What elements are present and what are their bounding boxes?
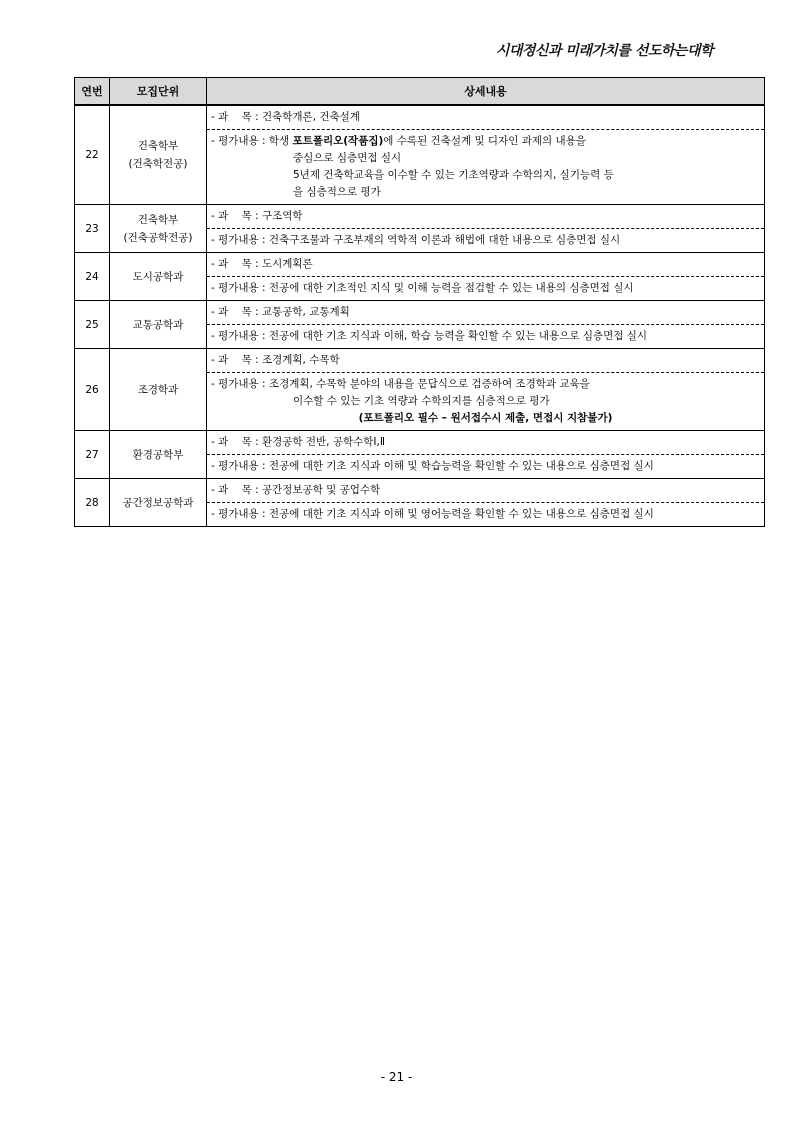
unit-line: 건축학부 <box>137 140 179 152</box>
subject-text: 구조역학 <box>261 210 303 222</box>
eval-line <box>211 280 760 297</box>
subject-text: 건축학개론, 건축설계 <box>261 111 360 123</box>
eval-line <box>211 328 760 345</box>
subject-text: 환경공학 전반, 공학수학Ⅰ,Ⅱ <box>261 436 386 448</box>
subject-text: 도시계획론 <box>261 258 313 270</box>
detail-cell <box>207 301 765 349</box>
row-number: 28 <box>75 479 110 527</box>
eval-text: 전공에 대한 기초적인 지식 및 이해 능력을 점검할 수 있는 내용의 심층면접 실시 <box>268 282 634 294</box>
subject-label: - 과 목 : <box>211 210 262 222</box>
admission-detail-table <box>74 77 765 527</box>
row-number: 23 <box>75 205 110 253</box>
eval-text: 을 심층적으로 평가 <box>293 186 381 198</box>
eval-label: - 평가내용 : <box>211 135 269 147</box>
header-unit: 모집단위 <box>110 78 207 106</box>
eval-text: 중심으로 심층면접 실시 <box>293 152 402 164</box>
recruitment-unit: 교통공학과 <box>110 301 207 349</box>
eval-text: 전공에 대한 기초 지식과 이해 및 영어능력을 확인할 수 있는 내용으로 심층면접 실시 <box>268 508 654 520</box>
eval-line <box>211 376 760 393</box>
subject-text: 교통공학, 교통계획 <box>261 306 350 318</box>
detail-cell <box>207 479 765 527</box>
portfolio-emphasis: 포트폴리오(작품집) <box>292 135 384 147</box>
recruitment-unit: 조경학과 <box>110 349 207 431</box>
recruitment-unit <box>110 205 207 253</box>
eval-label: - 평가내용 : <box>211 282 269 294</box>
recruitment-unit: 환경공학부 <box>110 431 207 479</box>
unit-line: 건축학부 <box>137 213 179 226</box>
detail-cell <box>207 349 765 431</box>
page-number: - 21 - <box>380 1070 413 1084</box>
subject-line <box>211 434 760 451</box>
subject-line <box>211 352 760 369</box>
subject-label: - 과 목 : <box>211 436 262 448</box>
eval-label: - 평가내용 : <box>211 234 269 246</box>
unit-line: (건축학전공) <box>128 158 188 170</box>
subject-text: 조경계획, 수목학 <box>261 354 340 366</box>
eval-text: 학생 포트폴리오(작품집)에 수록된 건축설계 및 디자인 과제의 내용을 <box>268 135 586 147</box>
row-number: 24 <box>75 253 110 301</box>
university-slogan: 시대정신과 미래가치를 선도하는대학 <box>495 43 713 59</box>
subject-label: - 과 목 : <box>211 111 262 123</box>
subject-line <box>211 109 760 126</box>
row-number: 26 <box>75 349 110 431</box>
table-row <box>75 301 765 349</box>
detail-cell <box>207 431 765 479</box>
eval-text: 전공에 대한 기초 지식과 이해, 학습 능력을 확인할 수 있는 내용으로 심층면접 실시 <box>268 330 648 342</box>
table-header-row <box>75 78 765 106</box>
subject-text: 공간정보공학 및 공업수학 <box>261 484 381 496</box>
detail-cell <box>207 253 765 301</box>
subject-line <box>211 256 760 273</box>
eval-label: - 평가내용 : <box>211 508 269 520</box>
subject-line <box>211 482 760 499</box>
recruitment-unit <box>110 105 207 205</box>
detail-cell <box>207 105 765 205</box>
eval-label: - 평가내용 : <box>211 330 269 342</box>
eval-line <box>211 133 760 150</box>
eval-text: 5년제 건축학교육을 이수할 수 있는 기초역량과 수학의지, 실기능력 등 <box>293 169 614 181</box>
row-number: 27 <box>75 431 110 479</box>
unit-line: (건축공학전공) <box>123 231 193 244</box>
eval-line <box>211 232 760 249</box>
eval-text: 건축구조물과 구조부재의 역학적 이론과 해법에 대한 내용으로 심층면접 실시 <box>268 234 621 246</box>
eval-text: 조경계획, 수목학 분야의 내용을 문답식으로 검증하여 조경학과 교육을 <box>268 378 590 390</box>
recruitment-unit: 공간정보공학과 <box>110 479 207 527</box>
subject-line <box>211 304 760 321</box>
table-row <box>75 253 765 301</box>
subject-label: - 과 목 : <box>211 354 262 366</box>
eval-text: 이수할 수 있는 기초 역량과 수학의지를 심층적으로 평가 <box>293 395 550 407</box>
header-num: 연번 <box>75 78 110 106</box>
header-detail: 상세내용 <box>207 78 765 106</box>
eval-label: - 평가내용 : <box>211 378 269 390</box>
table-row <box>75 105 765 205</box>
table-row <box>75 431 765 479</box>
eval-line <box>211 458 760 475</box>
subject-label: - 과 목 : <box>211 258 262 270</box>
recruitment-unit: 도시공학과 <box>110 253 207 301</box>
subject-line <box>211 208 760 225</box>
detail-cell <box>207 205 765 253</box>
table-row <box>75 479 765 527</box>
row-number: 22 <box>75 105 110 205</box>
eval-label: - 평가내용 : <box>211 460 269 472</box>
eval-text: 전공에 대한 기초 지식과 이해 및 학습능력을 확인할 수 있는 내용으로 심층면접 실시 <box>268 460 654 472</box>
subject-label: - 과 목 : <box>211 306 262 318</box>
portfolio-required-note: (포트폴리오 필수 – 원서접수시 제출, 면접시 지참불가) <box>358 412 613 424</box>
table-row <box>75 349 765 431</box>
eval-line <box>211 506 760 523</box>
table-row <box>75 205 765 253</box>
subject-label: - 과 목 : <box>211 484 262 496</box>
row-number: 25 <box>75 301 110 349</box>
